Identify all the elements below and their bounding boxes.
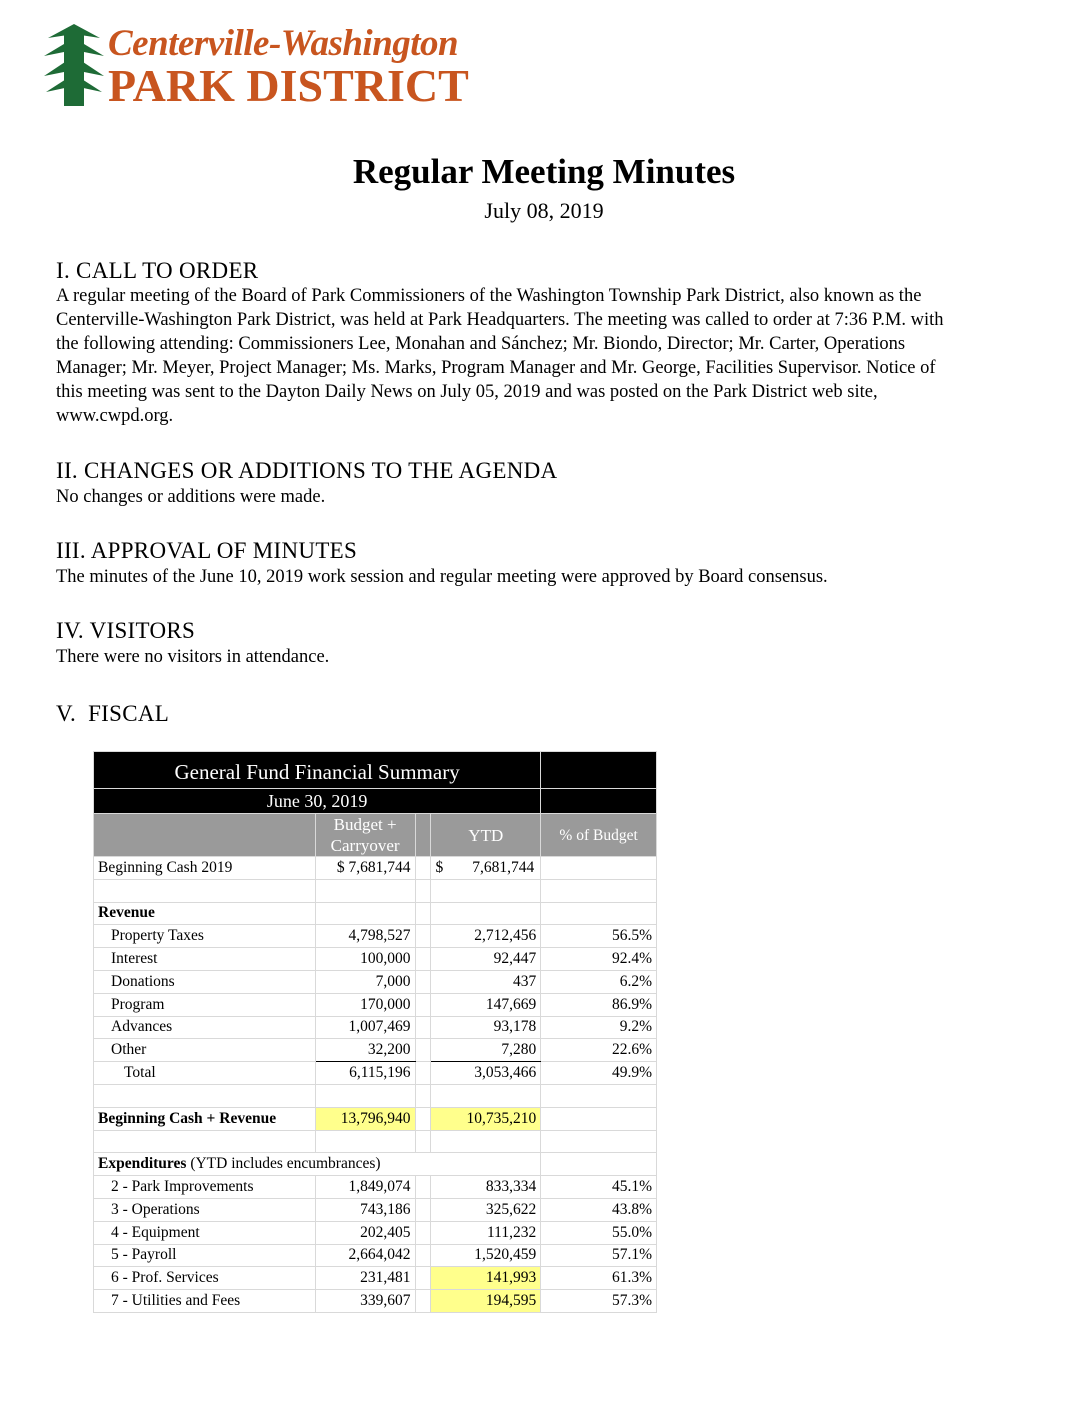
- col-header-pct: % of Budget: [541, 814, 657, 857]
- row-label: Program: [94, 993, 316, 1016]
- ytd-cell: 93,178: [431, 1016, 541, 1039]
- general-fund-summary-table: [93, 751, 657, 1313]
- table-row: [94, 1290, 657, 1313]
- pct-cell: 49.9%: [541, 1062, 657, 1085]
- budget-cell: 202,405: [315, 1221, 415, 1244]
- ytd-cell: 437: [431, 970, 541, 993]
- pct-cell: 61.3%: [541, 1267, 657, 1290]
- logo-line-1: Centerville-Washington: [108, 23, 459, 64]
- table-row: [94, 993, 657, 1016]
- table-row: [94, 1267, 657, 1290]
- table-row: [94, 1016, 657, 1039]
- park-district-logo: [44, 24, 514, 110]
- ytd-cell: 147,669: [431, 993, 541, 1016]
- paragraph-line: www.cwpd.org.: [56, 406, 174, 426]
- pct-cell: 55.0%: [541, 1221, 657, 1244]
- paragraph-line: the following attending: Commissioners Lee, Monahan and Sánchez; Mr. Biondo, Director; Mr. Carter, Operations: [56, 334, 906, 354]
- ytd-cell: 1,520,459: [431, 1244, 541, 1267]
- table-row: [94, 1198, 657, 1221]
- expenditures-note: (YTD includes encumbrances): [186, 1155, 381, 1173]
- table-row: [94, 1039, 657, 1062]
- section-heading-visitors: IV. VISITORS: [56, 618, 196, 643]
- table-row: [94, 925, 657, 948]
- row-label: Other: [94, 1039, 316, 1062]
- ytd-cell: 141,993: [431, 1267, 541, 1290]
- pct-cell: 45.1%: [541, 1176, 657, 1199]
- paragraph-line: this meeting was sent to the Dayton Daily News on July 05, 2019 and was posted on the Park District web site,: [56, 382, 878, 402]
- pct-cell: 57.1%: [541, 1244, 657, 1267]
- pct-cell: 22.6%: [541, 1039, 657, 1062]
- budget-cell: 231,481: [315, 1267, 415, 1290]
- budget-cell: $ 7,681,744: [315, 857, 415, 880]
- ytd-cell: 7,280: [431, 1039, 541, 1062]
- col-header-budget-line1: Budget +: [333, 815, 397, 834]
- row-label: 4 - Equipment: [94, 1221, 316, 1244]
- ytd-cell: 194,595: [431, 1290, 541, 1313]
- row-label: 5 - Payroll: [94, 1244, 316, 1267]
- table-subtitle: June 30, 2019: [94, 789, 541, 814]
- table-row: [94, 857, 657, 880]
- ytd-cell: 92,447: [431, 948, 541, 971]
- budget-cell: 7,000: [315, 970, 415, 993]
- ytd-cell: 3,053,466: [431, 1062, 541, 1085]
- ytd-cell: 325,622: [431, 1198, 541, 1221]
- pct-cell: 6.2%: [541, 970, 657, 993]
- row-label: Property Taxes: [94, 925, 316, 948]
- meeting-date: July 08, 2019: [484, 198, 604, 223]
- row-label: Advances: [94, 1016, 316, 1039]
- budget-cell: 2,664,042: [315, 1244, 415, 1267]
- budget-cell: 4,798,527: [315, 925, 415, 948]
- ytd-cell: [431, 857, 541, 880]
- pct-cell: 43.8%: [541, 1198, 657, 1221]
- expenditures-label: [94, 1153, 541, 1176]
- table-title: General Fund Financial Summary: [94, 752, 541, 789]
- row-label: 6 - Prof. Services: [94, 1267, 316, 1290]
- col-header-ytd: YTD: [431, 814, 541, 857]
- row-label: 3 - Operations: [94, 1198, 316, 1221]
- ytd-cell: 111,232: [431, 1221, 541, 1244]
- table-row: [94, 1244, 657, 1267]
- section-heading-changes: II. CHANGES OR ADDITIONS TO THE AGENDA: [56, 458, 558, 483]
- row-label: Beginning Cash + Revenue: [94, 1107, 316, 1130]
- row-label: 2 - Park Improvements: [94, 1176, 316, 1199]
- section-heading-fiscal: V. FISCAL: [56, 701, 170, 726]
- call-to-order-paragraph: [56, 284, 1046, 428]
- changes-text: No changes or additions were made.: [56, 487, 326, 507]
- budget-cell: 6,115,196: [315, 1062, 415, 1085]
- ytd-value: 7,681,744: [472, 858, 535, 876]
- row-label: Beginning Cash 2019: [94, 857, 316, 880]
- row-label: Interest: [94, 948, 316, 971]
- table-row: [94, 970, 657, 993]
- budget-cell: 339,607: [315, 1290, 415, 1313]
- row-label: Donations: [94, 970, 316, 993]
- pct-cell: 92.4%: [541, 948, 657, 971]
- table-row: [94, 948, 657, 971]
- section-heading-approval: III. APPROVAL OF MINUTES: [56, 538, 358, 563]
- pct-cell: 9.2%: [541, 1016, 657, 1039]
- revenue-label: Revenue: [94, 902, 316, 925]
- budget-cell: 13,796,940: [315, 1107, 415, 1130]
- ytd-cell: 833,334: [431, 1176, 541, 1199]
- row-label: 7 - Utilities and Fees: [94, 1290, 316, 1313]
- visitors-text: There were no visitors in attendance.: [56, 647, 330, 667]
- paragraph-line: Manager; Mr. Meyer, Project Manager; Ms. Marks, Program Manager and Mr. George, Facilities Supervisor. Notice of: [56, 358, 936, 378]
- pine-tree-icon: [44, 24, 104, 106]
- ytd-cell: 2,712,456: [431, 925, 541, 948]
- budget-cell: 32,200: [315, 1039, 415, 1062]
- pct-cell: 57.3%: [541, 1290, 657, 1313]
- paragraph-line: A regular meeting of the Board of Park Commissioners of the Washington Township Park District, also known as the: [56, 286, 922, 306]
- section-heading-call-to-order: I. CALL TO ORDER: [56, 258, 259, 283]
- approval-text: The minutes of the June 10, 2019 work session and regular meeting were approved by Board consensus.: [56, 567, 828, 587]
- table-row: [94, 1176, 657, 1199]
- col-header-budget-line2: Carryover: [330, 836, 400, 855]
- currency-sign: $: [435, 858, 444, 876]
- page-title: Regular Meeting Minutes: [352, 152, 736, 191]
- table-row: [94, 1107, 657, 1130]
- expenditures-title: Expenditures: [98, 1155, 187, 1173]
- table-row: [94, 902, 657, 925]
- budget-cell: 1,849,074: [315, 1176, 415, 1199]
- row-label: Total: [94, 1062, 316, 1085]
- table-row: [94, 1221, 657, 1244]
- ytd-cell: 10,735,210: [431, 1107, 541, 1130]
- table-row: [94, 1062, 657, 1085]
- logo-line-2: PARK DISTRICT: [108, 60, 469, 111]
- budget-cell: 100,000: [315, 948, 415, 971]
- budget-cell: 743,186: [315, 1198, 415, 1221]
- paragraph-line: Centerville-Washington Park District, was held at Park Headquarters. The meeting was called to order at 7:36 P.M. with: [56, 310, 944, 330]
- table-row: [94, 1153, 657, 1176]
- pct-cell: 86.9%: [541, 993, 657, 1016]
- col-header-budget: [315, 814, 415, 857]
- pct-cell: 56.5%: [541, 925, 657, 948]
- budget-cell: 170,000: [315, 993, 415, 1016]
- budget-cell: 1,007,469: [315, 1016, 415, 1039]
